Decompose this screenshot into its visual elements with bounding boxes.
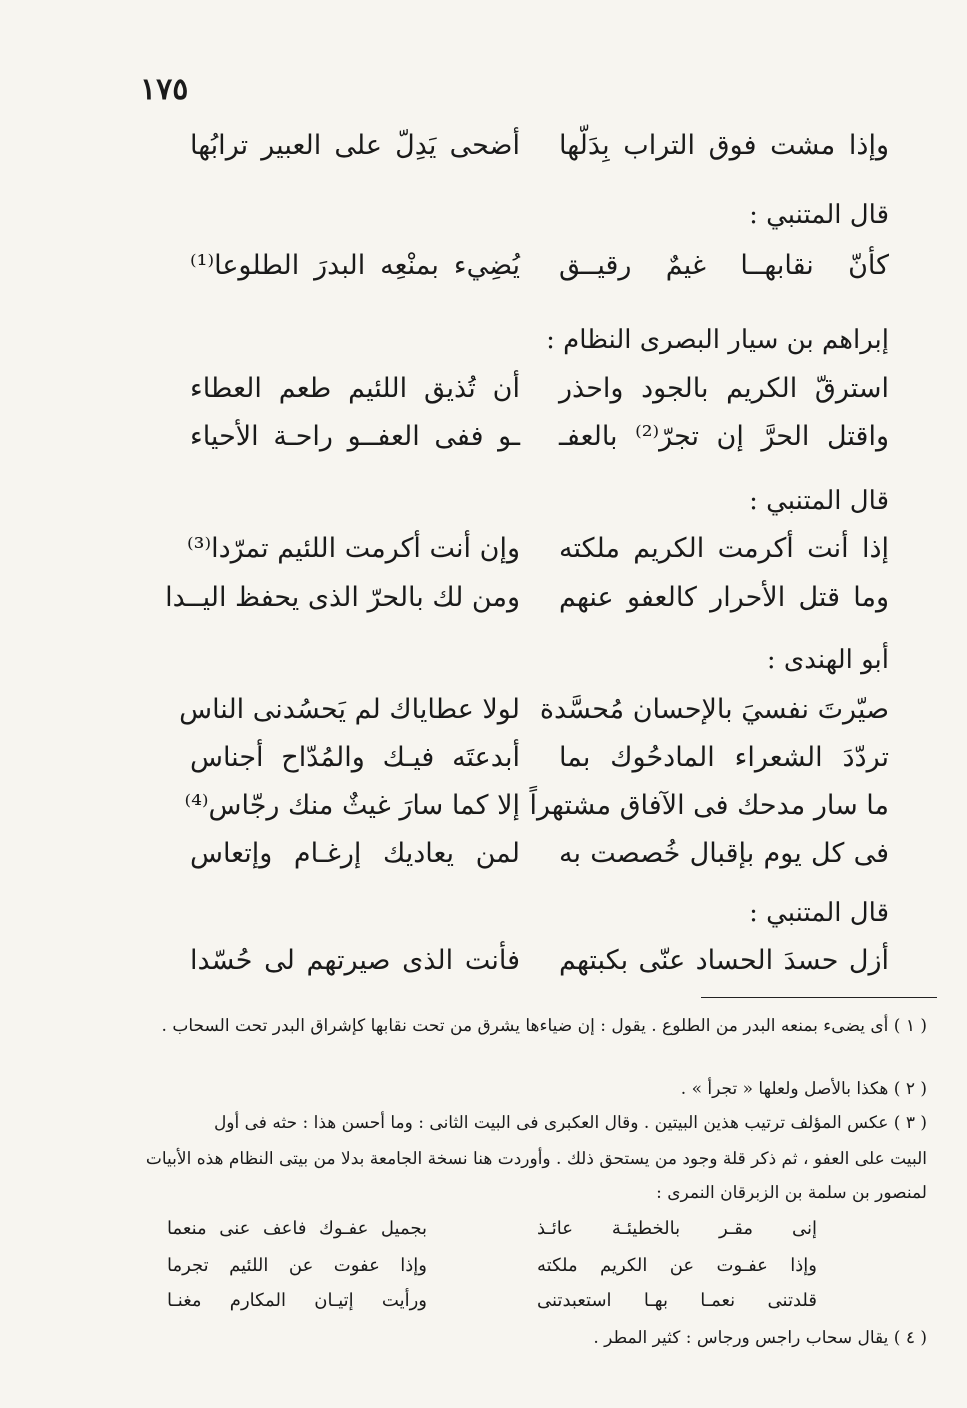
verse-second-hemistich: وإذا عفوت عن اللئيم تجرما [167, 1255, 427, 1276]
verse-second-hemistich: أن تُذيق اللئيم طعم العطاء [190, 373, 520, 404]
verse-first-hemistich: تردّدَ الشعراء المادحُوك بما [559, 742, 889, 773]
footnote-4: ( ٤ ) يقال سحاب راجس ورجاس : كثير المطر . [593, 1328, 927, 1348]
verse-second-hemistich: فأنت الذى صيرتهم لى حُسّدا [190, 945, 520, 976]
footnote-3: ( ٣ ) عكس المؤلف ترتيب هذين البيتين . وقال العكبرى فى البيت الثانى : وما أحسن هذا : حثه فى أول [213, 1113, 927, 1133]
verse-first-hemistich: استرقّ الكريم بالجود واحذر [559, 373, 889, 404]
verse-first-hemistich: ما سار مدحك فى الآفاق مشتهراً [529, 790, 889, 821]
verse-first-hemistich: إذا أنت أكرمت الكريم ملكته [559, 533, 889, 564]
poet-heading: قال المتنبي : [749, 200, 889, 230]
verse-second-hemistich: ورأيت إتيـان المكارم مغنـا [167, 1290, 427, 1311]
verse-second-hemistich: لمن يعاديك إرغـام وإتعاس [190, 838, 520, 869]
footnote-3-continued: البيت على العفو ، ثم ذكر قلة وجود من يستحق ذلك . وأوردت هنا نسخة الجامعة بدلا من بيتى النظام هذه الأبيات [145, 1149, 927, 1169]
verse-second-hemistich: أضحى يَدِلّ على العبير ترابُها [190, 130, 520, 161]
verse-second-hemistich: يُضِيء بمنْعِه البدرَ الطلوعا⁽¹⁾ [190, 250, 520, 281]
footnote-separator [701, 997, 937, 998]
verse-first-hemistich: أزل حسدَ الحساد عنّى بكبتهم [559, 945, 889, 976]
verse-first-hemistich: وما قتل الأحرار كالعفو عنهم [559, 582, 889, 613]
verse-first-hemistich: كأنّ نقابهــا غيمٌ رقيــق [559, 250, 889, 281]
poet-heading: قال المتنبي : [749, 898, 889, 928]
footnote-2: ( ٢ ) هكذا بالأصل ولعلها « تجرأ » . [680, 1079, 927, 1099]
verse-first-hemistich: إنى مقـر بالخطيئـة عائـذ [537, 1218, 817, 1239]
verse-second-hemistich: وإن أنت أكرمت اللئيم تمرّدا⁽³⁾ [186, 533, 520, 564]
verse-first-hemistich: وإذا مشت فوق التراب بِدَلّها [559, 130, 889, 161]
poet-heading: قال المتنبي : [749, 486, 889, 516]
verse-second-hemistich: ومن لك بالحرّ الذى يحفظ اليــدا [165, 582, 520, 613]
verse-second-hemistich: أبدعتَه فيـك والمُدّاح أجناس [190, 742, 520, 773]
footnote-1: ( ١ ) أى يضىء بمنعه البدر من الطلوع . يقول : إن ضياءها يشرق من تحت نقابها كإشراق البدر تحت السحاب . [161, 1016, 927, 1036]
footnote-3-continued: لمنصور بن سلمة بن الزبرقان النمرى : [656, 1183, 927, 1203]
poet-heading: أبو الهندى : [766, 645, 889, 675]
verse-first-hemistich: صيّرتَ نفسيَ بالإحسان مُحسَّدة [539, 694, 889, 725]
verse-first-hemistich: وإذا عفـوت عن الكريم ملكته [537, 1255, 817, 1276]
page-number: ١٧٥ [140, 72, 189, 107]
verse-second-hemistich: إلا كما سارَ غيثٌ منك رجّاس⁽⁴⁾ [184, 790, 520, 821]
verse-second-hemistich: ـو ففى العفــو راحـة الأحياء [190, 421, 520, 452]
poet-heading: إبراهم بن سيار البصرى النظام : [546, 325, 889, 355]
verse-first-hemistich: فى كل يوم بإقبال خُصصت به [559, 838, 889, 869]
verse-first-hemistich: واقتل الحرَّ إن تجرّ⁽²⁾ بالعفـ [559, 421, 889, 452]
verse-second-hemistich: بجميل عفـوك فاعف عنى منعما [167, 1218, 427, 1239]
verse-second-hemistich: لولا عطاياك لم يَحسُدنى الناس [179, 694, 520, 725]
verse-first-hemistich: قلدتنى نعمـا بهـا استعبدتنى [537, 1290, 817, 1311]
